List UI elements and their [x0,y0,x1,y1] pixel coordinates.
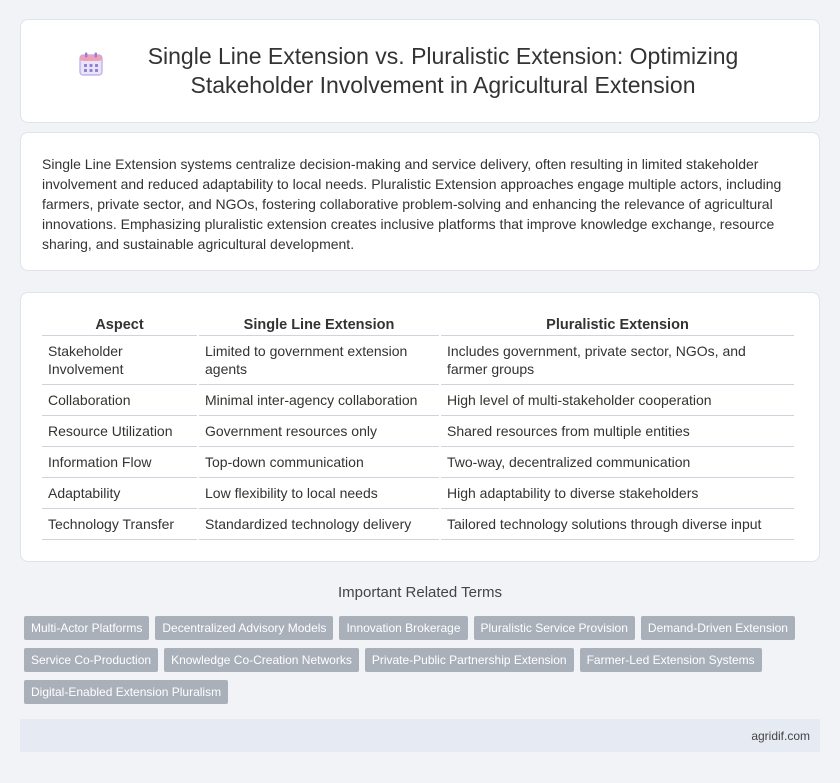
tag-farmer-led-extension-systems[interactable]: Farmer-Led Extension Systems [580,648,762,672]
tag-innovation-brokerage[interactable]: Innovation Brokerage [339,616,467,640]
pluralistic-cell: High adaptability to diverse stakeholders [441,478,794,509]
table-row [42,478,794,509]
related-terms-title: Important Related Terms [338,584,502,601]
table-row [42,416,794,447]
intro-text: Single Line Extension systems centralize decision-making and service delivery, often resulting in limited stakeholder involvement and reduced adaptability to local needs. Pluralistic Extension approaches engage multiple actors, including farmers, private sector, and NGOs, fostering collaborative problem-solving and enhancing the relevance of agricultural innovations. Emphasizing pluralistic extension creates inclusive platforms that improve knowledge exchange, resource sharing, and sustainable agricultural development. [42,156,782,252]
single-line-cell: Government resources only [199,416,439,447]
tag-knowledge-co-creation-networks[interactable]: Knowledge Co-Creation Networks [164,648,359,672]
tag-pluralistic-service-provision[interactable]: Pluralistic Service Provision [474,616,635,640]
aspect-cell: Collaboration [42,385,197,416]
intro-card [20,132,820,271]
single-line-cell: Limited to government extension agents [199,336,439,385]
aspect-cell: Adaptability [42,478,197,509]
comparison-table [40,313,796,540]
related-terms-tags [24,616,824,704]
tag-decentralized-advisory-models[interactable]: Decentralized Advisory Models [155,616,333,640]
footer-bar [20,719,820,752]
comparison-card [20,292,820,562]
tag-demand-driven-extension[interactable]: Demand-Driven Extension [641,616,795,640]
table-row [42,447,794,478]
header-pluralistic: Pluralistic Extension [441,313,794,336]
single-line-cell: Minimal inter-agency collaboration [199,385,439,416]
header-aspect: Aspect [42,313,197,336]
title-card [20,19,820,123]
tag-service-co-production[interactable]: Service Co-Production [24,648,158,672]
aspect-cell: Information Flow [42,447,197,478]
page-title: Single Line Extension vs. Pluralistic Extension: Optimizing Stakeholder Involvement in Agricultural Extension [147,43,739,98]
single-line-cell: Top-down communication [199,447,439,478]
aspect-cell: Technology Transfer [42,509,197,540]
header-single-line: Single Line Extension [199,313,439,336]
table-row [42,509,794,540]
pluralistic-cell: Shared resources from multiple entities [441,416,794,447]
footer-site-link[interactable]: agridif.com [751,729,810,743]
calendar-icon [77,50,105,78]
table-row [42,336,794,385]
pluralistic-cell: High level of multi-stakeholder cooperation [441,385,794,416]
title-wrap [77,42,763,100]
tag-digital-enabled-extension-pluralism[interactable]: Digital-Enabled Extension Pluralism [24,680,228,704]
pluralistic-cell: Two-way, decentralized communication [441,447,794,478]
pluralistic-cell: Tailored technology solutions through diverse input [441,509,794,540]
single-line-cell: Standardized technology delivery [199,509,439,540]
aspect-cell: Resource Utilization [42,416,197,447]
aspect-cell: Stakeholder Involvement [42,336,197,385]
pluralistic-cell: Includes government, private sector, NGOs, and farmer groups [441,336,794,385]
tag-private-public-partnership-extension[interactable]: Private-Public Partnership Extension [365,648,574,672]
table-header-row [42,313,794,336]
tag-multi-actor-platforms[interactable]: Multi-Actor Platforms [24,616,149,640]
single-line-cell: Low flexibility to local needs [199,478,439,509]
table-row [42,385,794,416]
